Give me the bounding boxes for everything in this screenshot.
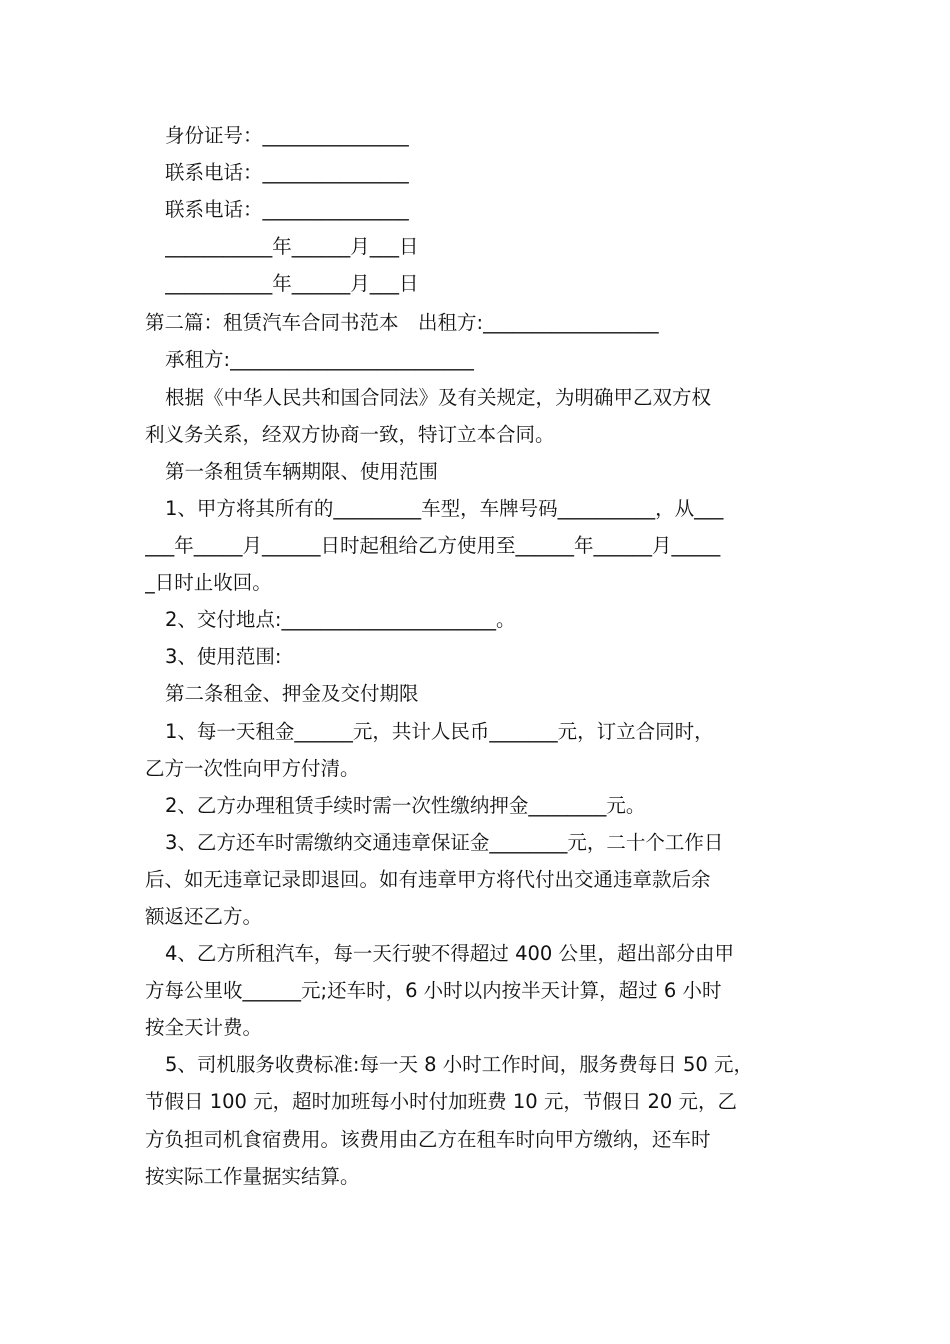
- section-heading: 第二篇：租赁汽车合同书范本 出租方:__________________: [145, 311, 659, 334]
- paragraph-line: 利义务关系，经双方协商一致，特订立本合同。: [145, 423, 555, 446]
- paragraph-line: 后、如无违章记录即退回。如有违章甲方将代付出交通违章款后余: [145, 868, 711, 891]
- paragraph-line: 5、司机服务收费标准:每一天 8 小时工作时间，服务费每日 50 元，: [165, 1053, 753, 1076]
- paragraph-line: 1、甲方将其所有的_________车型，车牌号码__________，从___: [165, 497, 724, 520]
- paragraph-line: 根据《中华人民共和国合同法》及有关规定，为明确甲乙双方权: [165, 386, 712, 409]
- date-line-2: ___________年______月___日: [165, 272, 419, 295]
- paragraph-line: 乙方一次性向甲方付清。: [145, 757, 360, 780]
- id-number-line: 身份证号：_______________: [165, 124, 409, 147]
- paragraph-line: 4、乙方所租汽车，每一天行驶不得超过 400 公里，超出部分由甲: [165, 942, 735, 965]
- phone-line-2: 联系电话：_______________: [165, 198, 409, 221]
- paragraph-line: 按全天计费。: [145, 1016, 263, 1039]
- paragraph-line: 方负担司机食宿费用。该费用由乙方在租车时向甲方缴纳，还车时: [145, 1128, 711, 1151]
- article-heading: 第一条租赁车辆期限、使用范围: [165, 460, 439, 483]
- paragraph-line: 3、乙方还车时需缴纳交通违章保证金________元，二十个工作日: [165, 831, 724, 854]
- paragraph-line: 额返还乙方。: [145, 905, 263, 928]
- article-heading: 第二条租金、押金及交付期限: [165, 682, 419, 705]
- paragraph-line: 2、乙方办理租赁手续时需一次性缴纳押金________元。: [165, 794, 646, 817]
- paragraph-line: 方每公里收______元;还车时，6 小时以内按半天计算，超过 6 小时: [145, 979, 722, 1002]
- paragraph-line: _日时止收回。: [145, 571, 272, 594]
- lessee-line: 承租方:_________________________: [165, 348, 474, 371]
- paragraph-line: 节假日 100 元，超时加班每小时付加班费 10 元，节假日 20 元，乙: [145, 1090, 738, 1113]
- date-line-1: ___________年______月___日: [165, 235, 419, 258]
- paragraph-line: 按实际工作量据实结算。: [145, 1165, 360, 1188]
- paragraph-line: ___年_____月______日时起租给乙方使用至______年______月_____: [145, 534, 721, 557]
- paragraph-line: 1、每一天租金______元，共计人民币_______元，订立合同时，: [165, 720, 714, 743]
- paragraph-line: 3、使用范围:: [165, 645, 282, 668]
- paragraph-line: 2、交付地点:______________________。: [165, 608, 516, 631]
- phone-line-1: 联系电话：_______________: [165, 161, 409, 184]
